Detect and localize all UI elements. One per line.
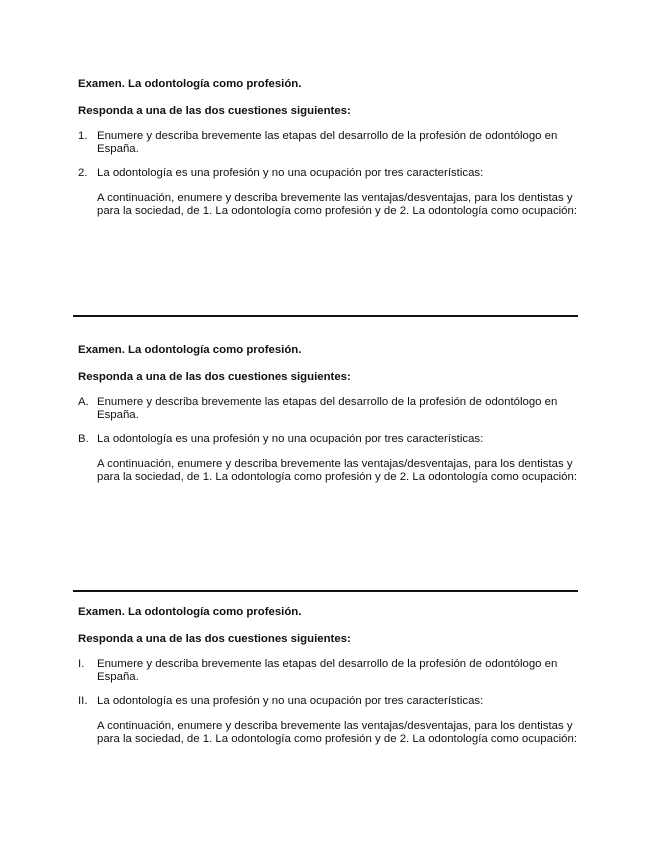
exam-title: Examen. La odontología como profesión. <box>78 344 302 356</box>
question-marker: 2. <box>78 167 88 180</box>
question-text: Enumere y describa brevemente las etapas del desarrollo de la profesión de odontólogo en España. <box>97 396 558 421</box>
exam-section-1 <box>78 78 583 217</box>
exam-instructions: Responda a una de las dos cuestiones siguientes: <box>78 370 351 383</box>
question-marker: II. <box>78 695 88 708</box>
question-marker: A. <box>78 396 89 409</box>
exam-title: Examen. La odontología como profesión. <box>78 78 302 90</box>
question-marker: B. <box>78 433 89 446</box>
question-list <box>78 396 583 446</box>
exam-section-3 <box>78 606 583 745</box>
question-item <box>78 433 583 446</box>
exam-title: Examen. La odontología como profesión. <box>78 606 302 618</box>
exam-instructions: Responda a una de las dos cuestiones siguientes: <box>78 104 351 117</box>
question-item <box>78 658 583 683</box>
question-item <box>78 396 583 421</box>
question-text: La odontología es una profesión y no una ocupación por tres características: <box>97 695 484 708</box>
question-text: Enumere y describa brevemente las etapas del desarrollo de la profesión de odontólogo en España. <box>97 658 558 683</box>
question-marker: 1. <box>78 130 88 143</box>
question-followup: A continuación, enumere y describa brevemente las ventajas/desventajas, para los dentistas y para la sociedad, de 1. La odontología como profesión y de 2. La odontología como ocupación: <box>97 457 578 483</box>
question-item <box>78 167 583 180</box>
question-followup: A continuación, enumere y describa brevemente las ventajas/desventajas, para los dentistas y para la sociedad, de 1. La odontología como profesión y de 2. La odontología como ocupación: <box>97 719 578 745</box>
question-followup: A continuación, enumere y describa brevemente las ventajas/desventajas, para los dentistas y para la sociedad, de 1. La odontología como profesión y de 2. La odontología como ocupación: <box>97 191 578 217</box>
exam-instructions: Responda a una de las dos cuestiones siguientes: <box>78 632 351 645</box>
question-list <box>78 130 583 180</box>
question-item <box>78 130 583 155</box>
question-text: Enumere y describa brevemente las etapas del desarrollo de la profesión de odontólogo en España. <box>97 130 558 155</box>
section-divider <box>73 315 578 317</box>
question-text: La odontología es una profesión y no una ocupación por tres características: <box>97 433 484 446</box>
exam-section-2 <box>78 344 583 483</box>
section-divider <box>73 590 578 592</box>
question-item <box>78 695 583 708</box>
question-marker: I. <box>78 658 85 671</box>
question-list <box>78 658 583 708</box>
question-text: La odontología es una profesión y no una ocupación por tres características: <box>97 167 484 180</box>
